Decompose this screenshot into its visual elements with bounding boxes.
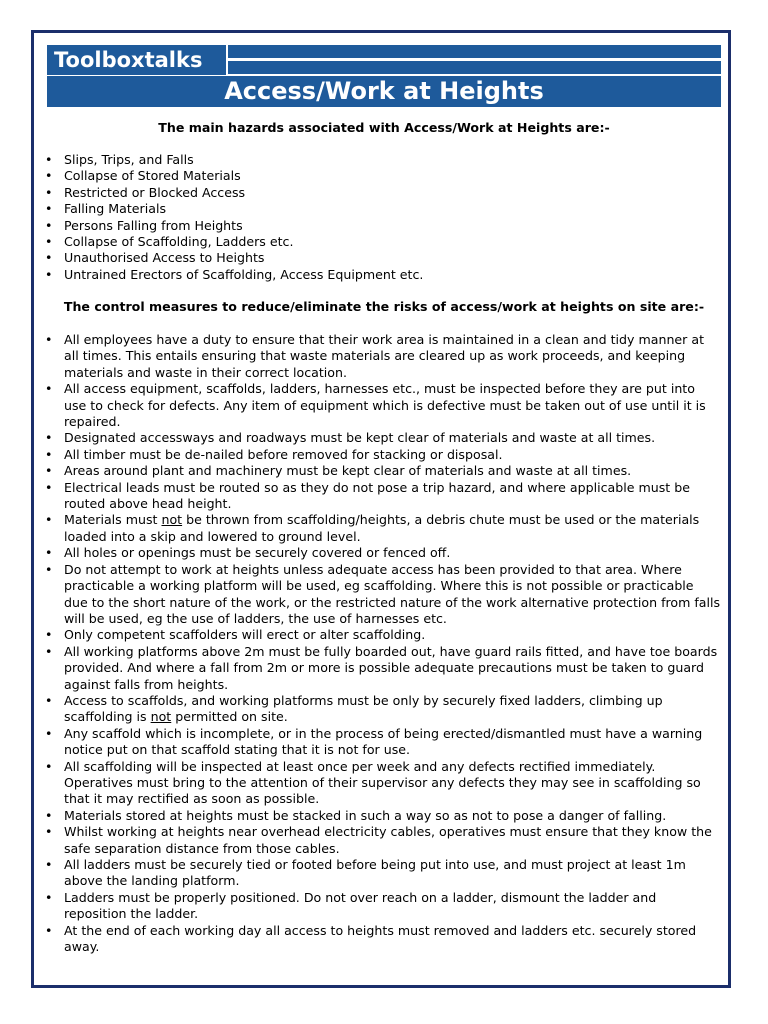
list-item: • Areas around plant and machinery must be kept clear of materials and waste at all times. <box>45 463 721 479</box>
list-item: • Access to scaffolds, and working platforms must be only by securely fixed ladders, climbing up scaffolding is not permitted on site. <box>45 693 721 726</box>
list-item: • Persons Falling from Heights <box>45 218 725 234</box>
brand-label: Toolboxtalks <box>47 45 226 75</box>
list-item: • Slips, Trips, and Falls <box>45 152 725 168</box>
list-item: • Collapse of Stored Materials <box>45 168 725 184</box>
header-banner <box>47 45 721 107</box>
list-item: • At the end of each working day all access to heights must removed and ladders etc. securely stored away. <box>45 923 721 956</box>
list-item: • Unauthorised Access to Heights <box>45 250 725 266</box>
controls-heading: The control measures to reduce/eliminate the risks of access/work at heights on site are:- <box>63 299 705 314</box>
list-item: • Any scaffold which is incomplete, or in the process of being erected/dismantled must have a warning notice put on that scaffold stating that it is not for use. <box>45 726 721 759</box>
page-title: Access/Work at Heights <box>47 76 721 107</box>
list-item: • All scaffolding will be inspected at least once per week and any defects rectified immediately. Operatives must bring to the attention of their supervisor any defects they may see in scaffolding so that it may rectified as soon as possible. <box>45 759 721 808</box>
hazards-list <box>45 152 725 283</box>
list-item: • Collapse of Scaffolding, Ladders etc. <box>45 234 725 250</box>
list-item: • All timber must be de-nailed before removed for stacking or disposal. <box>45 447 721 463</box>
list-item: • Restricted or Blocked Access <box>45 185 725 201</box>
list-item: • Whilst working at heights near overhead electricity cables, operatives must ensure that they know the safe separation distance from those cables. <box>45 824 721 857</box>
list-item: • All ladders must be securely tied or footed before being put into use, and must project at least 1m above the landing platform. <box>45 857 721 890</box>
list-item: • Only competent scaffolders will erect or alter scaffolding. <box>45 627 721 643</box>
list-item: • Materials stored at heights must be stacked in such a way so as not to pose a danger of falling. <box>45 808 721 824</box>
header-stripe <box>228 45 721 58</box>
list-item: • Ladders must be properly positioned. Do not over reach on a ladder, dismount the ladder and reposition the ladder. <box>45 890 721 923</box>
list-item: • Electrical leads must be routed so as they do not pose a trip hazard, and where applicable must be routed above head height. <box>45 480 721 513</box>
list-item: • Falling Materials <box>45 201 725 217</box>
header-stripe <box>228 61 721 74</box>
list-item: • Untrained Erectors of Scaffolding, Access Equipment etc. <box>45 267 725 283</box>
list-item: • Designated accessways and roadways must be kept clear of materials and waste at all times. <box>45 430 721 446</box>
emphasis-text: not <box>150 709 172 725</box>
list-item: • Materials must not be thrown from scaffolding/heights, a debris chute must be used or the materials loaded into a skip and lowered to ground level. <box>45 512 721 545</box>
list-item: • All access equipment, scaffolds, ladders, harnesses etc., must be inspected before they are put into use to check for defects. Any item of equipment which is defective must be taken out of use until it is repaired. <box>45 381 721 430</box>
list-item: • All holes or openings must be securely covered or fenced off. <box>45 545 721 561</box>
hazards-heading: The main hazards associated with Access/Work at Heights are:- <box>158 120 610 135</box>
list-item: • Do not attempt to work at heights unless adequate access has been provided to that area. Where practicable a working platform will be used, eg scaffolding. Where this is not possible or practicable due to the short nature of the work, or the restricted nature of the work alternative protection from falls will be used, eg the use of ladders, the use of harnesses etc. <box>45 562 721 628</box>
list-item: • All working platforms above 2m must be fully boarded out, have guard rails fitted, and have toe boards provided. And where a fall from 2m or more is possible adequate precautions must be taken to guard against falls from heights. <box>45 644 721 693</box>
emphasis-text: not <box>161 512 183 528</box>
list-item: • All employees have a duty to ensure that their work area is maintained in a clean and tidy manner at all times. This entails ensuring that waste materials are cleared up as work proceeds, and keeping materials and waste in their correct location. <box>45 332 721 381</box>
controls-list <box>45 332 721 955</box>
